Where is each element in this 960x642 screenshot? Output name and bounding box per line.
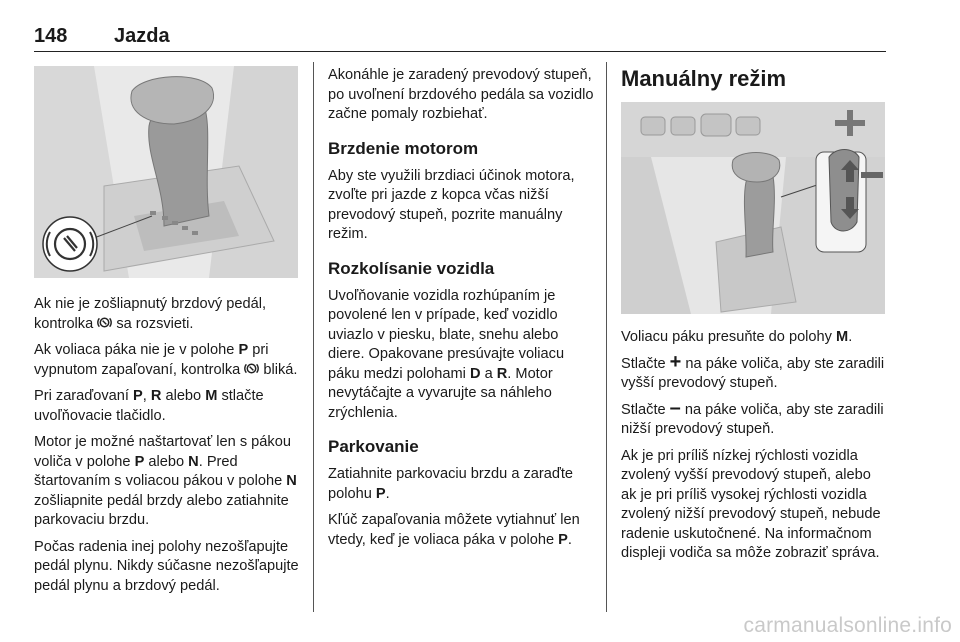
chapter-title: Jazda [114, 25, 170, 47]
manual-mode-figure [621, 102, 885, 314]
watermark: carmanualsonline.info [743, 614, 952, 637]
brake-tell-tale-icon [244, 361, 259, 376]
paragraph-creep: Akonáhle je zaradený prevodový stupeň, po uvoľnení brzdového pedála sa vozidlo začne pomaly rozbiehať. [328, 67, 594, 122]
paragraph-shift-blocked: Ak je pri príliš nízkej rýchlosti vozidla zvolený vyšší prevodový stupeň, alebo ak je pri príliš vysokej rýchlosti vozidla zvolený nižší prevodový stupeň, nebude radenie uskutočnené. Na informačnom displeji vodiča sa môže zobraziť správa. [621, 447, 881, 561]
heading-manual-mode: Manuálny režim [621, 66, 787, 91]
paragraph-brake-pedal: Ak nie je zošliapnutý brzdový pedál, kontrolka sa rozsvieti. [34, 296, 267, 332]
minus-symbol: – [669, 396, 681, 419]
paragraph-rocking: Uvoľňovanie vozidla rozhúpaním je povolené len v prípade, keď vozidlo uviazlo v piesku, blate, snehu alebo diere. Opakovane presúvajte voliacu páku medzi polohami D a R. Motor nevytáčajte a vyvarujte sa náhleho zrýchlenia. [328, 287, 565, 421]
paragraph-parking: Zatiahnite parkovaciu brzdu a zaraďte polohu P. [328, 466, 574, 502]
paragraph-accelerator-warning: Počas radenia inej polohy nezošľapujte pedál plynu. Nikdy súčasne nezošľapujte pedál plynu a brzdový pedál. [34, 538, 299, 594]
paragraph-key-removal: Kľúč zapaľovania môžete vytiahnuť len vtedy, keď je voliaca páka v polohe P. [328, 512, 580, 548]
plus-symbol: + [669, 350, 682, 373]
heading-parking: Parkovanie [328, 437, 419, 456]
brake-tell-tale-icon [97, 315, 112, 330]
page-number: 148 [34, 25, 68, 47]
column-divider-2 [606, 62, 607, 612]
paragraph-move-to-m: Voliacu páku presuňte do polohy M. [621, 329, 853, 345]
paragraph-upshift: Stlačte + na páke voliča, aby ste zaradili vyšší prevodový stupeň. [621, 350, 885, 391]
heading-rocking: Rozkolísanie vozidla [328, 258, 495, 278]
column-1 [34, 66, 304, 603]
heading-engine-braking: Brzdenie motorom [328, 138, 479, 158]
column-2 [328, 66, 596, 557]
paragraph-release-button: Pri zaraďovaní P, R alebo M stlačte uvoľňovacie tlačidlo. [34, 388, 264, 424]
paragraph-selector-not-p: Ak voliaca páka nie je v polohe P pri vypnutom zapaľovaní, kontrolka bliká. [34, 342, 298, 378]
paragraph-engine-start: Motor je možné naštartovať len s pákou voliča v polohe P alebo N. Pred štartovaním s voliacou pákou v polohe N zošliapnite pedál brzdy alebo zatiahnite parkovaciu brzdu. [34, 434, 297, 528]
gear-selector-figure [34, 66, 298, 278]
column-divider-1 [313, 62, 314, 612]
paragraph-engine-braking: Aby ste využili brzdiaci účinok motora, zvoľte pri jazde z kopca včas nižší prevodový stupeň, pozrite manuálny režim. [328, 167, 575, 242]
paragraph-downshift: Stlačte – na páke voliča, aby ste zaradili nižší prevodový stupeň. [621, 396, 884, 437]
column-3 [621, 66, 889, 571]
page-header [34, 22, 886, 52]
